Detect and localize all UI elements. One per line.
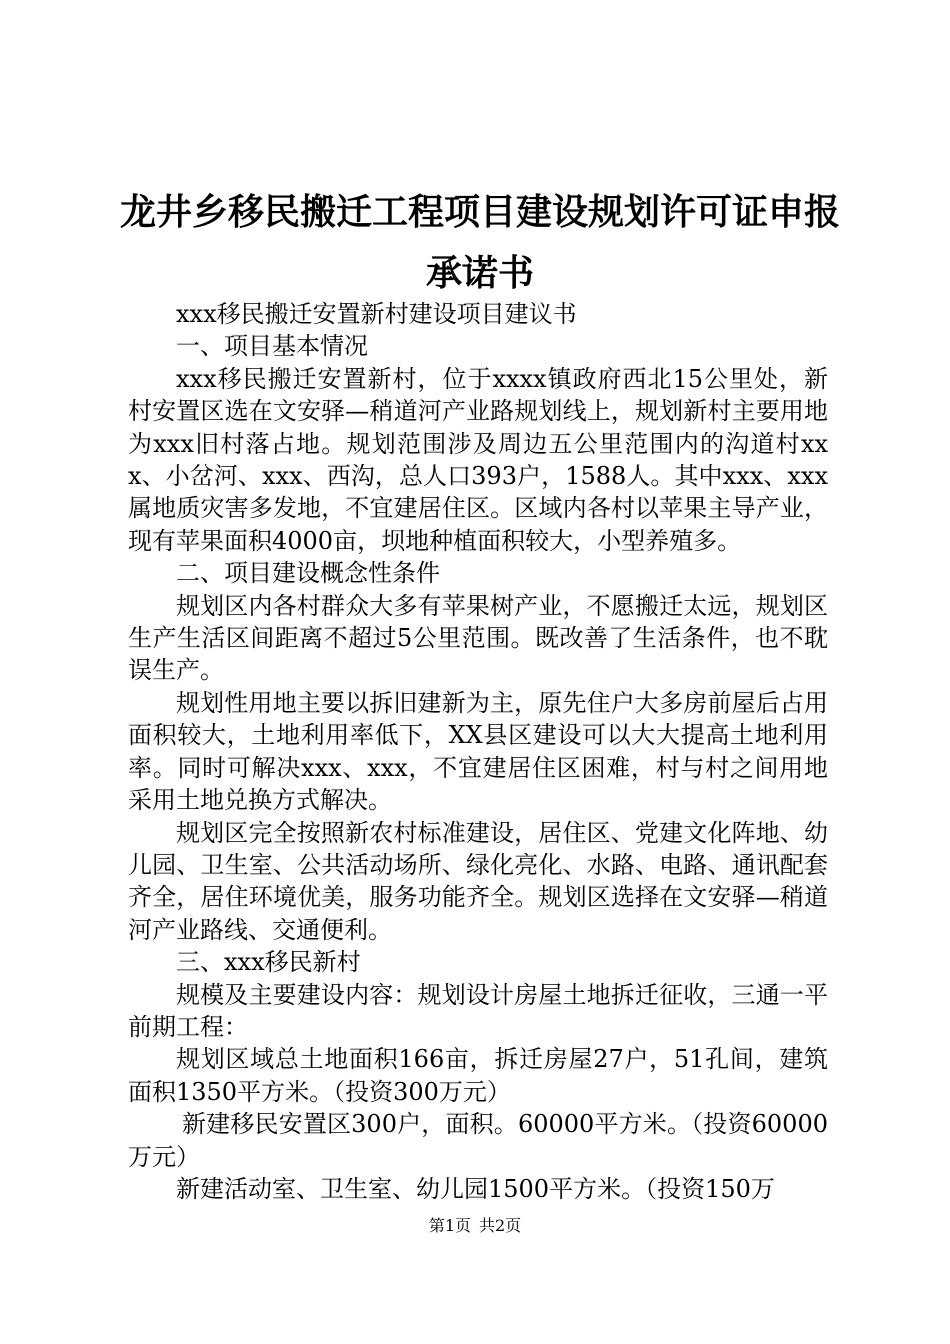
section-heading-conditions: 二、项目建设概念性条件	[176, 559, 440, 588]
section-heading-new-village: 三、xxx移民新村	[176, 948, 361, 977]
document-title-line-2: 承诺书	[425, 252, 534, 294]
paragraph-standards: 规划区完全按照新农村标准建设，居住区、党建文化阵地、幼儿园、卫生室、公共活动场所、绿化亮化、水路、电路、通讯配套齐全，居住环境优美，服务功能齐全。规划区选择在文安驿—稍道河产业路线、交通便利。	[128, 818, 828, 944]
paragraph-resettlement-area: 新建移民安置区300户，面积。60000平方米。（投资60000万元）	[128, 1110, 828, 1171]
paragraph-basic-info: xxx移民搬迁安置新村，位于xxxx镇政府西北15公里处，新村安置区选在文安驿—稍道河产业路规划线上，规划新村主要用地为xxx旧村落占地。规划范围涉及周边五公里范围内的沟道村xxx、小岔河、xxx、西沟，总人口393户，1588人。其中xxx、xxx属地质灾害多发地，不宜建居住区。区域内各村以苹果主导产业，现有苹果面积4000亩，坝地种植面积较大，小型养殖多。	[128, 364, 828, 555]
paragraph-scale: 规模及主要建设内容：规划设计房屋土地拆迁征收，三通一平前期工程：	[128, 980, 828, 1041]
paragraph-land-area: 规划区域总土地面积166亩，拆迁房屋27户，51孔间，建筑面积1350平方米。（投资300万元）	[128, 1045, 828, 1106]
page-number: 第1页	[428, 1216, 471, 1235]
paragraph-facilities: 新建活动室、卫生室、幼儿园1500平方米。（投资150万	[176, 1174, 775, 1203]
section-heading-basic-info: 一、项目基本情况	[176, 332, 368, 361]
document-body	[128, 298, 828, 1205]
page-total: 共2页	[479, 1216, 522, 1235]
page-footer	[0, 1216, 950, 1236]
paragraph-proposal-title: xxx移民搬迁安置新村建设项目建议书	[176, 300, 577, 328]
paragraph-land-use: 规划性用地主要以拆旧建新为主，原先住户大多房前屋后占用面积较大，土地利用率低下，XX县区建设可以大大提高土地利用率。同时可解决xxx、xxx，不宜建居住区困难，村与村之间用地采用土地兑换方式解决。	[128, 688, 828, 815]
document-title-line-1: 龙井乡移民搬迁工程项目建设规划许可证申报	[120, 191, 841, 233]
paragraph-conditions-distance: 规划区内各村群众大多有苹果树产业，不愿搬迁太远，规划区生产生活区间距离不超过5公里范围。既改善了生活条件，也不耽误生产。	[128, 591, 828, 685]
